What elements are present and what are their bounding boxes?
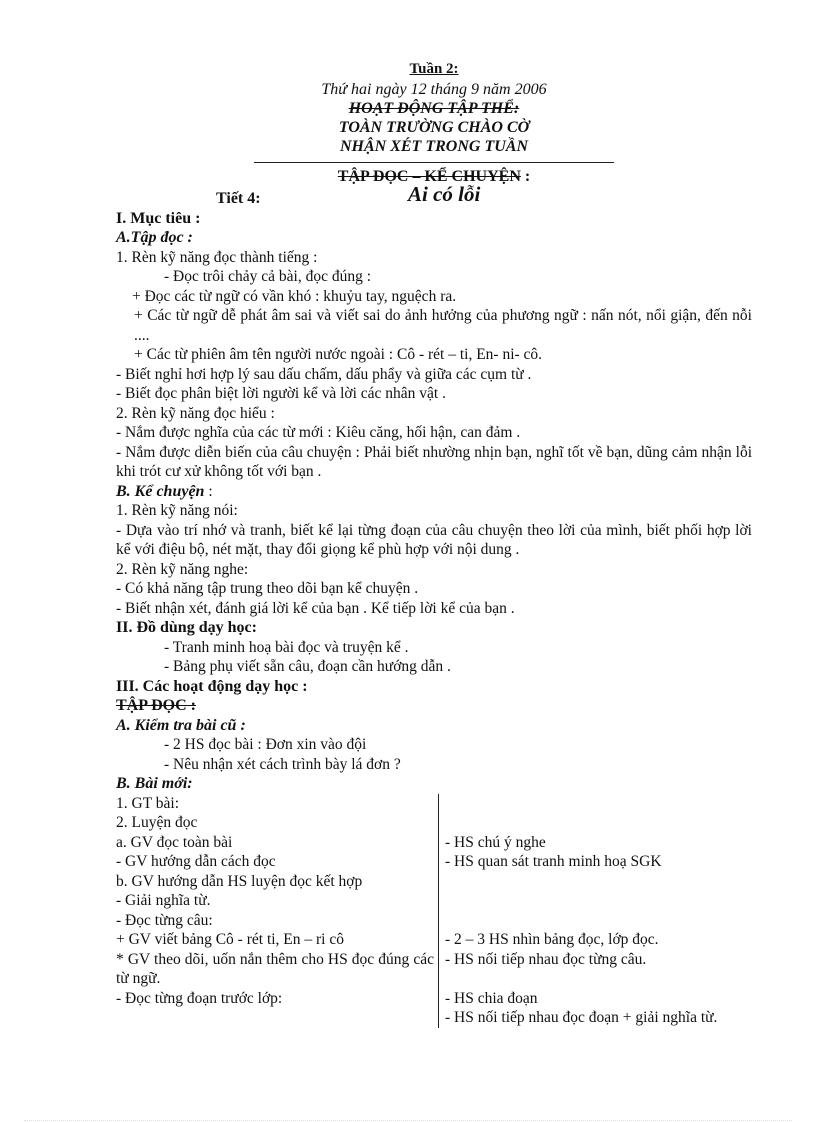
reading-skill-1-item: + Các từ phiên âm tên người nước ngoài : Cô - rét – ti, En- ni- cô.	[134, 346, 543, 363]
teacher-activity-cell: + GV viết bảng Cô - rét ti, En – ri cô	[116, 930, 439, 950]
activity-heading: HOẠT ĐỘNG TẬP THỂ:	[348, 100, 520, 117]
document-page	[116, 60, 752, 1028]
student-activity-cell: - HS nối tiếp nhau đọc đoạn + giải nghĩa từ.	[445, 1009, 718, 1026]
reading-skill-1: 1. Rèn kỹ năng đọc thành tiếng :	[116, 248, 318, 266]
activity-row	[116, 872, 752, 892]
reading-skill-1-item: + Các từ ngữ dễ phát âm sai và viết sai do ảnh hưởng của phương ngữ : nấn nót, nổi giận, đến nỗi ....	[134, 307, 752, 344]
speaking-skill-item: - Dựa vào trí nhớ và tranh, biết kể lại từng đoạn của câu chuyện theo lời của mình, biết phối hợp lời kể với điệu bộ, nét mặt, thay đổi giọng kể phù hợp với nội dung .	[116, 521, 752, 558]
divider-line	[254, 162, 614, 163]
activity-row	[116, 930, 752, 950]
activity-row	[116, 989, 752, 1009]
student-activity-cell	[439, 891, 753, 911]
document-header	[116, 60, 752, 156]
materials-item: - Bảng phụ viết sẵn câu, đoạn cần hướng dẫn .	[164, 658, 451, 675]
subject-name: TẬP ĐỌC – KỂ CHUYỆN	[337, 168, 521, 185]
page-bottom-rule	[24, 1120, 792, 1121]
student-activity-cell	[439, 794, 753, 814]
teacher-activity-cell: - Giải nghĩa từ.	[116, 891, 439, 911]
listening-skill: 2. Rèn kỹ năng nghe:	[116, 560, 249, 578]
lesson-title: Ai có lỗi	[408, 181, 481, 206]
activity-row	[116, 950, 752, 989]
reading-skill-1-item: - Biết nghỉ hơi hợp lý sau dấu chấm, dấu phẩy và giữa các cụm từ .	[116, 365, 532, 383]
activity-row	[116, 813, 752, 833]
activity-row	[116, 1008, 752, 1028]
teacher-activity-cell: a. GV đọc toàn bài	[116, 833, 439, 853]
activity-row	[116, 794, 752, 814]
review-item: - Nêu nhận xét cách trình bày lá đơn ?	[164, 755, 401, 773]
reading-skill-1-item: - Đọc trôi chảy cả bài, đọc đúng :	[164, 268, 372, 285]
activity-row	[116, 852, 752, 872]
activity-row	[116, 911, 752, 931]
student-activity-cell: - 2 – 3 HS nhìn bảng đọc, lớp đọc.	[445, 931, 659, 948]
materials-heading: II. Đồ dùng dạy học:	[116, 619, 257, 636]
activities-table-body	[116, 794, 752, 1028]
review-heading: A. Kiểm tra bài cũ :	[116, 716, 246, 734]
activity-line-2: NHẬN XÉT TRONG TUẦN	[339, 138, 528, 155]
activity-row	[116, 833, 752, 853]
new-lesson-heading: B. Bài mới:	[116, 775, 193, 792]
activities-table	[116, 794, 752, 1028]
period-label: Tiết 4:	[216, 189, 261, 207]
student-activity-cell: - HS chia đoạn	[445, 989, 538, 1007]
reading-skill-1-item: + Đọc các từ ngữ có vần khó : khuỷu tay, nguệch ra.	[132, 287, 457, 305]
activities-heading: III. Các hoạt động dạy học :	[116, 677, 308, 695]
student-activity-cell	[439, 872, 753, 892]
speaking-skill: 1. Rèn kỹ năng nói:	[116, 502, 238, 519]
teacher-activity-cell: - GV hướng dẫn cách đọc	[116, 852, 439, 872]
materials-item: - Tranh minh hoạ bài đọc và truyện kể .	[164, 638, 409, 656]
teacher-activity-cell: - Đọc từng đoạn trước lớp:	[116, 989, 439, 1009]
storytelling-heading: B. Kể chuyện :	[116, 482, 213, 500]
teacher-activity-cell: 2. Luyện đọc	[116, 813, 439, 833]
objectives-heading: I. Mục tiêu :	[116, 209, 201, 227]
student-activity-cell: - HS chú ý nghe	[445, 833, 546, 851]
week-heading: Tuần 2:	[409, 61, 459, 77]
student-activity-cell: - HS quan sát tranh minh hoạ SGK	[445, 853, 662, 870]
date-line: Thứ hai ngày 12 tháng 9 năm 2006	[321, 80, 547, 98]
subject-colon: :	[520, 168, 531, 185]
reading-heading: A.Tập đọc :	[116, 229, 193, 246]
reading-skill-1-item: - Biết đọc phân biệt lời người kể và lời các nhân vật .	[116, 385, 446, 402]
review-item: - 2 HS đọc bài : Đơn xin vào đội	[164, 736, 367, 753]
reading-skill-2: 2. Rèn kỹ năng đọc hiểu :	[116, 404, 275, 422]
teacher-activity-cell: * GV theo dõi, uốn nắn thêm cho HS đọc đúng các từ ngữ.	[116, 950, 439, 989]
listening-skill-item: - Biết nhận xét, đánh giá lời kể của bạn . Kể tiếp lời kể của bạn .	[116, 599, 515, 617]
reading-skill-2-item: - Nắm được nghĩa của các từ mới : Kiêu căng, hối hận, can đảm .	[116, 424, 521, 441]
teacher-activity-cell: 1. GT bài:	[116, 794, 439, 814]
student-activity-cell: - HS nối tiếp nhau đọc từng câu.	[445, 950, 647, 968]
student-activity-cell	[439, 813, 753, 833]
lesson-title-row	[116, 181, 752, 209]
reading-section-heading: TẬP ĐỌC :	[116, 697, 196, 714]
teacher-activity-cell	[116, 1008, 439, 1028]
activity-row	[116, 891, 752, 911]
activity-line-1: TOÀN TRƯỜNG CHÀO CỜ	[338, 119, 530, 136]
teacher-activity-cell: b. GV hướng dẫn HS luyện đọc kết hợp	[116, 872, 439, 892]
listening-skill-item: - Có khả năng tập trung theo dõi bạn kể chuyện .	[116, 580, 419, 597]
teacher-activity-cell: - Đọc từng câu:	[116, 911, 439, 931]
reading-skill-2-item: - Nắm được diễn biến của câu chuyện : Phải biết nhường nhịn bạn, nghĩ tốt về bạn, dũng cảm nhận lỗi khi trót cư xử không tốt với bạn .	[116, 443, 752, 480]
student-activity-cell	[439, 911, 753, 931]
